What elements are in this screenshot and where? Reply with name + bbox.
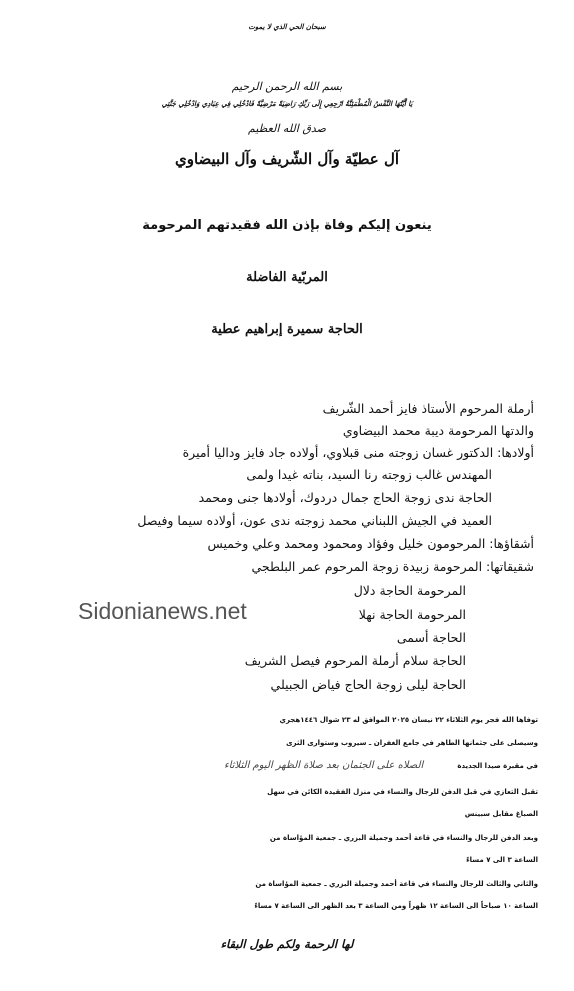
quran-verse: يَا أَيَّتُهَا النَّفْسُ الْمُطْمَئِنَّةُ ارْجِعِي إِلَى رَبِّكِ رَاضِيَةً مَرْضِيَّةً فَادْخُلِي فِي عِبَادِي وَادْخُلِي جَنَّتِي [161, 99, 413, 108]
basmala-line: بسم الله الرحمن الرحيم [231, 80, 343, 93]
relation-line: المهندس غالب زوجته رنا السيد، بناته غيدا ولمى [246, 467, 492, 482]
relation-line: المرحومة الحاجة نهلا [358, 607, 466, 622]
relation-line: العميد في الجيش اللبناني محمد زوجته ندى عون، أولاده سيما وفيصل [137, 513, 492, 528]
prayer-note: الصلاه على الجثمان بعد صلاة الظهر اليوم الثلاثاء [224, 760, 424, 771]
families-title: آل عطيّة وآل الشّريف وآل البيضاوي [174, 150, 400, 168]
relation-line: الحاجة ليلى زوجة الحاج فياض الجبيلي [270, 677, 466, 692]
praise-heading: سبحان الحي الذي لا يموت [248, 22, 326, 31]
condolence-line: الساعة ٣ الى ٧ مساءً [466, 856, 538, 864]
announcement-line: ينعون إليكم وفاة بإذن الله فقيدتهم المرحومة [142, 218, 432, 233]
condolence-line: وبعد الدفن للرجال والنساء في قاعة أحمد وجميلة البزري ـ جمعية المؤاساة من [269, 834, 538, 842]
funeral-line: توفاها الله فجر يوم الثلاثاء ٢٢ نيسان ٢٠٢٥ الموافق له ٢٣ شوال ١٤٤٦هجري [279, 716, 538, 724]
relation-line: أولادها: الدكتور غسان زوجته منى قبلاوي، أولاده جاد فايز وداليا أميرة [182, 445, 534, 460]
relation-line: والدتها المرحومة ديبة محمد البيضاوي [342, 423, 534, 438]
relation-line: أشقاؤها: المرحومون خليل وفؤاد ومحمود ومحمد وعلي وخميس [207, 536, 534, 551]
funeral-line: في مقبرة صيدا الجديدة [457, 762, 538, 770]
relation-line: الحاجة ندى زوجة الحاج جمال دردوك، أولادها جنى ومحمد [198, 490, 492, 505]
relation-line: الحاجة أسمى [396, 630, 466, 645]
condolence-line: تقبل التعازي في قبل الدفن للرجال والنساء في منزل الفقيدة الكائن في سهل [267, 788, 538, 796]
sadaq-line: صدق الله العظيم [248, 122, 326, 135]
deceased-title: المربّية الفاضلة [246, 270, 328, 285]
site-watermark: Sidonianews.net [78, 598, 247, 624]
condolence-line: الصباغ مقابل سبينس [464, 810, 538, 818]
condolence-line: الساعة ١٠ صباحاً الى الساعة ١٢ ظهراً ومن الساعة ٣ بعد الظهر الى الساعة ٧ مساءً [254, 902, 538, 910]
relation-line: أرملة المرحوم الأستاذ فايز أحمد الشّريف [322, 401, 534, 416]
deceased-name: الحاجة سميرة إبراهيم عطية [211, 322, 363, 337]
funeral-line: وسيصلى على جثمانها الطاهر في جامع الغفران ـ سيروب وستوارى الثرى [286, 739, 538, 747]
relation-line: شقيقاتها: المرحومة زبيدة زوجة المرحوم عمر البلطجي [251, 559, 534, 574]
relation-line: المرحومة الحاجة دلال [353, 583, 466, 598]
closing-line: لها الرحمة ولكم طول البقاء [220, 937, 354, 951]
condolence-line: والثاني والثالث للرجال والنساء في قاعة أحمد وجميلة البزري ـ جمعية المؤاساة من [255, 880, 538, 888]
relation-line: الحاجة سلام أرملة المرحوم فيصل الشريف [244, 653, 466, 668]
